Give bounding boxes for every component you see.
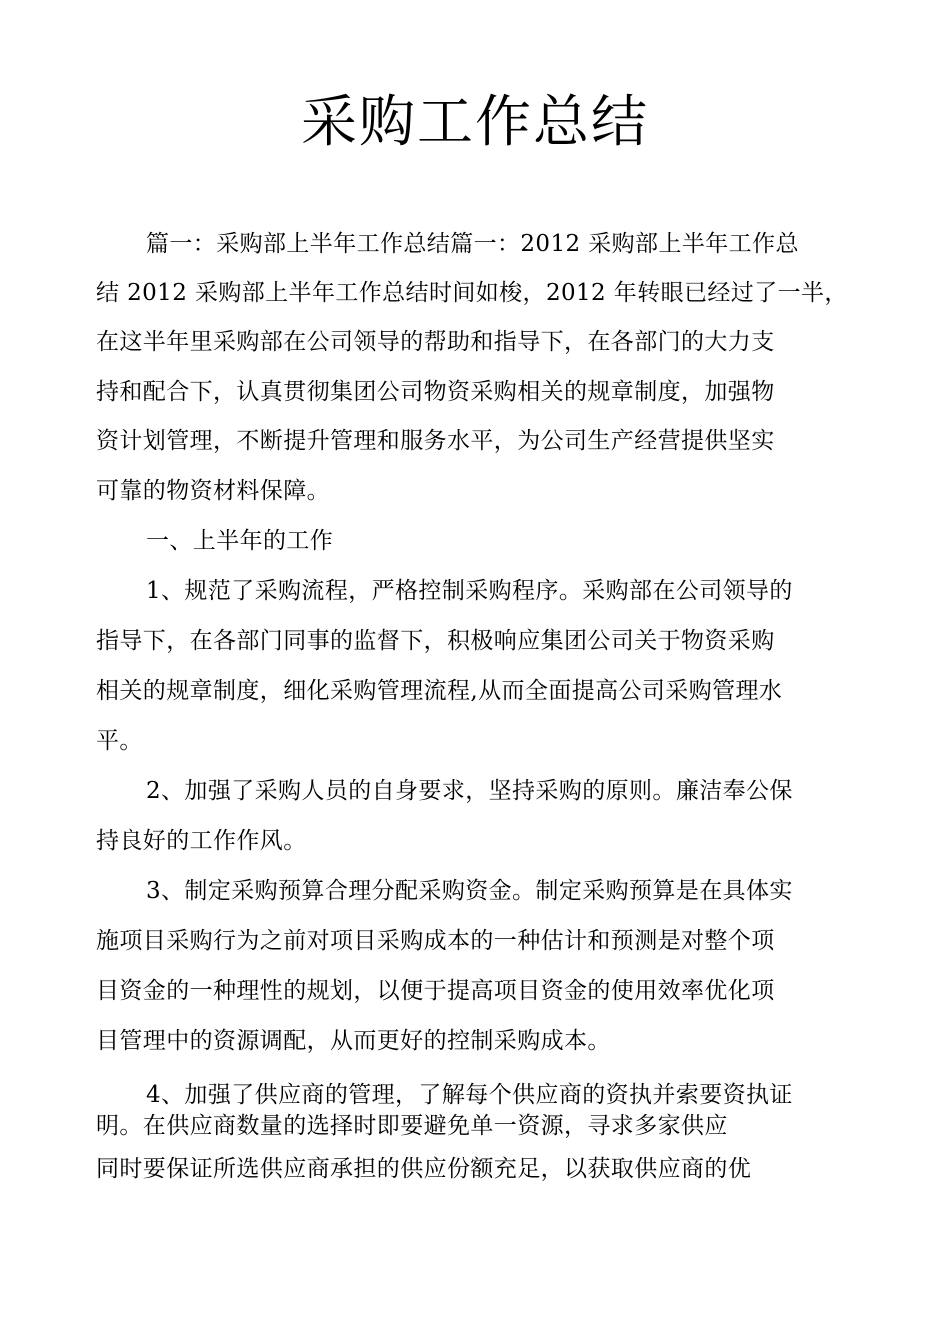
- body-line: 指导下，在各部门同事的监督下，积极响应集团公司关于物资采购: [96, 628, 775, 654]
- body-line: 4、加强了供应商的管理，了解每个供应商的资执并索要资执证: [146, 1082, 793, 1108]
- body-line: 目资金的一种理性的规划，以便于提高项目资金的使用效率优化项: [96, 978, 775, 1004]
- body-line: 持和配合下，认真贯彻集团公司物资采购相关的规章制度，加强物: [96, 379, 775, 405]
- body-line: 2、加强了采购人员的自身要求，坚持采购的原则。廉洁奉公保: [146, 778, 793, 804]
- body-line: 资计划管理，不断提升管理和服务水平，为公司生产经营提供坚实: [96, 428, 775, 454]
- body-line: 目管理中的资源调配，从而更好的控制采购成本。: [96, 1028, 611, 1054]
- body-line: 明。在供应商数量的选择时即要避免单一资源，寻求多家供应: [96, 1113, 728, 1139]
- body-line: 施项目采购行为之前对项目采购成本的一种估计和预测是对整个项: [96, 928, 775, 954]
- body-line: 篇一：采购部上半年工作总结篇一：2012 采购部上半年工作总: [146, 231, 799, 257]
- body-line: 在这半年里采购部在公司领导的帮助和指导下，在各部门的大力支: [96, 329, 775, 355]
- body-line: 结 2012 采购部上半年工作总结时间如梭，2012 年转眼已经过了一半，: [96, 280, 848, 306]
- body-line: 同时要保证所选供应商承担的供应份额充足，以获取供应商的优: [96, 1156, 752, 1182]
- body-line: 3、制定采购预算合理分配采购资金。制定采购预算是在具体实: [146, 878, 793, 904]
- body-line: 1、规范了采购流程，严格控制采购程序。采购部在公司领导的: [146, 578, 793, 604]
- document-title: 采购工作总结: [301, 90, 649, 155]
- body-line: 平。: [96, 728, 143, 754]
- body-line: 可靠的物资材料保障。: [96, 478, 330, 504]
- body-line: 相关的规章制度，细化采购管理流程,从而全面提高公司采购管理水: [96, 678, 783, 704]
- body-line: 持良好的工作作风。: [96, 828, 307, 854]
- section-heading: 一、上半年的工作: [146, 528, 334, 554]
